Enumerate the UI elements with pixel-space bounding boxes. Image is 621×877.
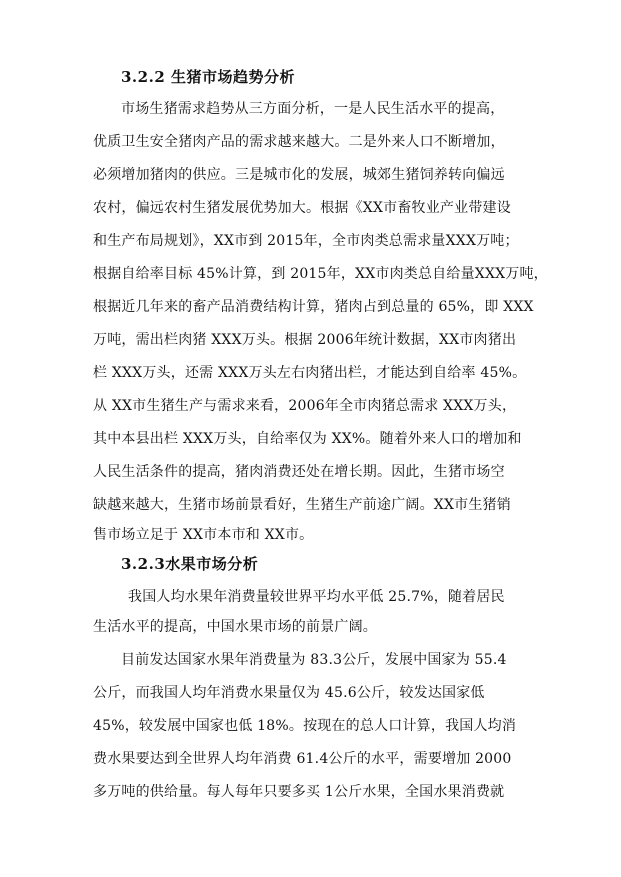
paragraph-line: 多万吨的供给量。每人每年只要多买 1公斤水果，全国水果消费就 [93, 784, 505, 800]
paragraph-line: 市场生猪需求趋势从三方面分析，一是人民生活水平的提高， [121, 101, 505, 117]
paragraph-line: 缺越来越大，生猪市场前景看好，生猪生产前途广阔。XX市生猪销 [93, 497, 511, 513]
paragraph-line: 目前发达国家水果年消费量为 83.3公斤，发展中国家为 55.4 [121, 652, 507, 668]
section-heading-3-2-3: 3.2.3水果市场分析 [121, 555, 259, 573]
section-heading-3-2-2: 3.2.2 生猪市场趋势分析 [121, 68, 295, 86]
paragraph-line: 45%，较发展中国家也低 18%。按现在的总人口计算，我国人均消 [93, 718, 517, 734]
paragraph-line: 公斤，而我国人均年消费水果量仅为 45.6公斤，较发达国家低 [93, 685, 485, 701]
paragraph-line: 费水果要达到全世界人均年消费 61.4公斤的水平，需要增加 2000 [93, 751, 512, 767]
paragraph-line: 必须增加猪肉的供应。三是城市化的发展，城郊生猪饲养转向偏远 [93, 167, 505, 183]
paragraph-line: 人民生活条件的提高，猪肉消费还处在增长期。因此，生猪市场空 [93, 464, 505, 480]
paragraph-line: 我国人均水果年消费量较世界平均水平低 25.7%，随着居民 [128, 589, 505, 605]
paragraph-line: 万吨，需出栏肉猪 XXX万头。根据 2006年统计数据，XX市肉猪出 [93, 332, 517, 348]
paragraph-line: 根据自给率目标 45%计算，到 2015年，XX市肉类总自给量XXX万吨， [93, 266, 548, 282]
paragraph-line: 从 XX市生猪生产与需求来看，2006年全市肉猪总需求 XXX万头， [93, 398, 517, 414]
paragraph-line: 栏 XXX万头，还需 XXX万头左右肉猪出栏，才能达到自给率 45%。 [93, 365, 527, 381]
paragraph-line: 售市场立足于 XX市本市和 XX市。 [93, 527, 314, 543]
paragraph-line: 优质卫生安全猪肉产品的需求越来越大。二是外来人口不断增加， [93, 134, 505, 150]
paragraph-line: 根据近几年来的畜产品消费结构计算，猪肉占到总量的 65%，即 XXX [93, 299, 534, 315]
paragraph-line: 农村，偏远农村生猪发展优势加大。根据《XX市畜牧业产业带建设 [93, 200, 511, 216]
paragraph-line: 生活水平的提高，中国水果市场的前景广阔。 [93, 619, 377, 635]
paragraph-line: 和生产布局规划》，XX市到 2015年，全市肉类总需求量XXX万吨； [93, 233, 519, 249]
paragraph-line: 其中本县出栏 XXX万头，自给率仅为 XX%。随着外来人口的增加和 [93, 431, 522, 447]
